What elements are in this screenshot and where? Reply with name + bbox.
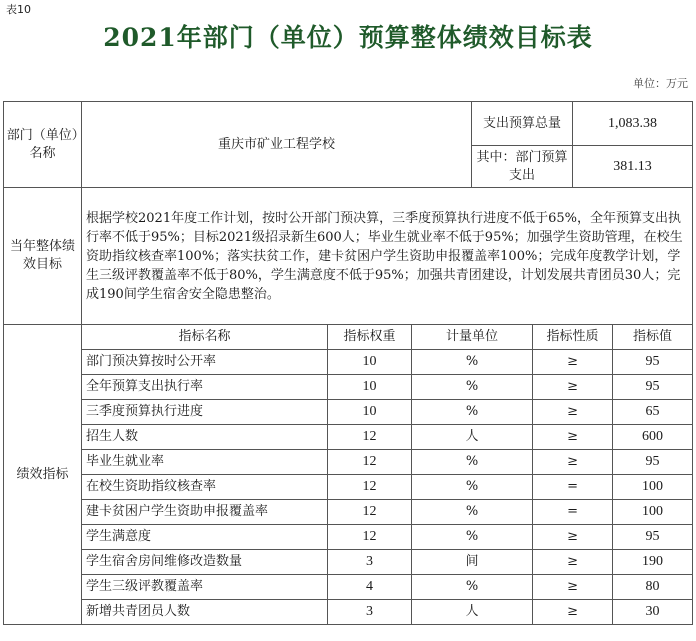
indicator-nature: = [533,475,613,500]
indicator-value: 30 [613,600,693,625]
indicator-name: 三季度预算执行进度 [82,400,328,425]
indicator-unit: % [412,400,533,425]
total-budget-value: 1,083.38 [573,102,693,146]
table-row [4,600,693,625]
table-tag: 表10 [6,3,31,16]
indicator-header-row [4,325,693,350]
indicator-name: 学生三级评教覆盖率 [82,575,328,600]
indicator-weight: 3 [328,550,412,575]
indicator-unit: % [412,450,533,475]
indicator-nature: ≥ [533,350,613,375]
indicator-name: 学生满意度 [82,525,328,550]
dept-label: 部门（单位）名称 [4,102,82,188]
table-row [4,350,693,375]
header-value: 指标值 [613,325,693,350]
table-row [4,425,693,450]
indicator-weight: 4 [328,575,412,600]
goal-label: 当年整体绩效目标 [4,188,82,325]
indicator-value: 190 [613,550,693,575]
indicator-name: 全年预算支出执行率 [82,375,328,400]
header-nature: 指标性质 [533,325,613,350]
header-weight: 指标权重 [328,325,412,350]
indicator-name: 招生人数 [82,425,328,450]
indicator-name: 部门预决算按时公开率 [82,350,328,375]
indicator-name: 毕业生就业率 [82,450,328,475]
indicator-unit: 间 [412,550,533,575]
indicator-value: 65 [613,400,693,425]
indicator-nature: ≥ [533,550,613,575]
page-title: 2021年部门（单位）预算整体绩效目标表 [103,23,593,52]
indicator-nature: ≥ [533,400,613,425]
table-row [4,475,693,500]
indicator-weight: 3 [328,600,412,625]
indicator-name: 建卡贫困户学生资助申报覆盖率 [82,500,328,525]
indicator-name: 在校生资助指纹核查率 [82,475,328,500]
table-row [4,550,693,575]
table-row [4,525,693,550]
table-row [4,375,693,400]
indicator-value: 100 [613,475,693,500]
total-budget-label: 支出预算总量 [472,102,573,146]
indicator-weight: 12 [328,450,412,475]
indicator-nature: ≥ [533,375,613,400]
indicator-value: 95 [613,525,693,550]
indicator-unit: % [412,575,533,600]
table-row [4,500,693,525]
indicator-nature: ≥ [533,525,613,550]
indicator-unit: % [412,500,533,525]
indicator-unit: % [412,525,533,550]
indicators-label: 绩效指标 [4,325,82,625]
indicator-unit: % [412,350,533,375]
dept-budget-label: 其中：部门预算支出 [472,146,573,188]
indicator-weight: 12 [328,500,412,525]
indicator-nature: ≥ [533,425,613,450]
dept-budget-value: 381.13 [573,146,693,188]
performance-table [3,101,693,625]
indicator-value: 100 [613,500,693,525]
indicator-value: 95 [613,450,693,475]
indicator-weight: 12 [328,425,412,450]
indicator-weight: 12 [328,475,412,500]
indicator-nature: ≥ [533,600,613,625]
header-name: 指标名称 [82,325,328,350]
indicator-weight: 10 [328,350,412,375]
indicator-unit: % [412,375,533,400]
indicator-nature: = [533,500,613,525]
table-row [4,450,693,475]
goal-text: 根据学校2021年度工作计划，按时公开部门预决算，三季度预算执行进度不低于65%，全年预算支出执行率不低于95%；目标2021级招录新生600人；毕业生就业率不低于95%；加强学生资助管理，在校生资助指纹核查率100%；落实扶贫工作，建卡贫困户学生资助申报覆盖率100%；完成年度教学计划，学生三级评教覆盖率不低于80%，学生满意度不低于95%；加强共青团建设，计划发展共青团员30人；完成190间学生宿舍安全隐患整治。 [82,188,693,325]
table-row [4,400,693,425]
indicator-nature: ≥ [533,450,613,475]
indicator-value: 600 [613,425,693,450]
indicator-value: 95 [613,350,693,375]
table-row [4,575,693,600]
indicator-unit: % [412,475,533,500]
indicator-value: 80 [613,575,693,600]
indicator-weight: 12 [328,525,412,550]
header-unit: 计量单位 [412,325,533,350]
indicator-value: 95 [613,375,693,400]
indicator-unit: 人 [412,600,533,625]
indicator-name: 学生宿舍房间维修改造数量 [82,550,328,575]
indicator-name: 新增共青团员人数 [82,600,328,625]
indicator-weight: 10 [328,375,412,400]
unit-label: 单位：万元 [633,77,688,90]
indicator-unit: 人 [412,425,533,450]
indicator-nature: ≥ [533,575,613,600]
indicator-weight: 10 [328,400,412,425]
dept-name: 重庆市矿业工程学校 [82,102,472,188]
